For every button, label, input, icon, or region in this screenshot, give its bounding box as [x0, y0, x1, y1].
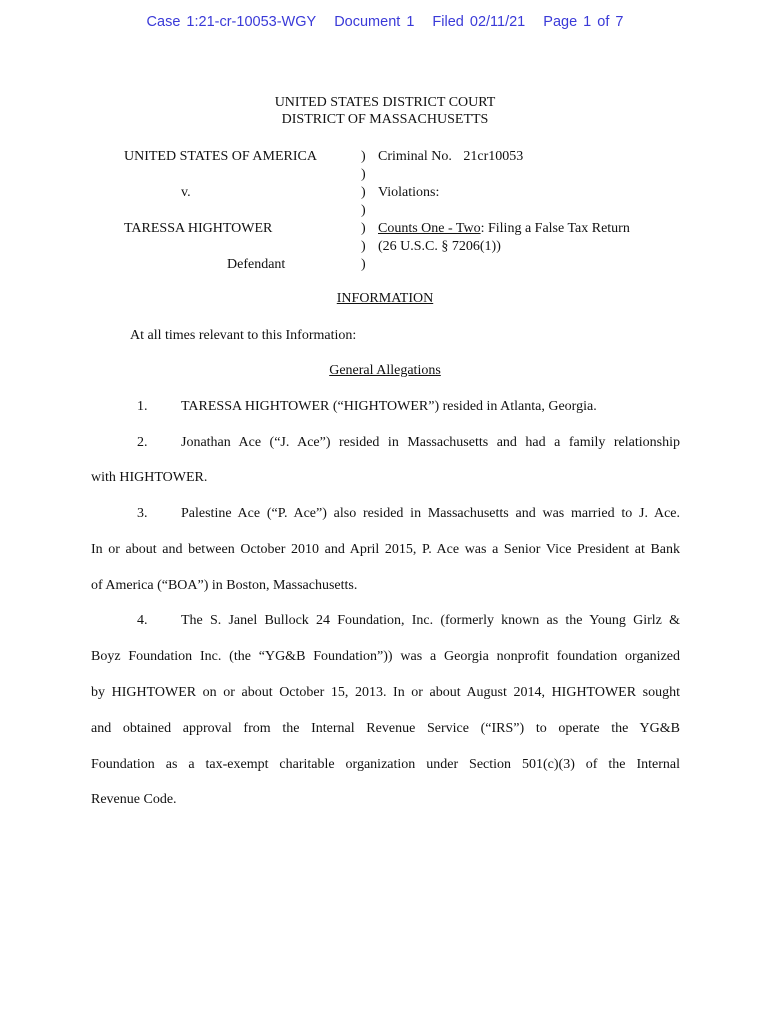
- paragraph-number: 4.: [137, 613, 148, 628]
- document-title-wrap: [0, 291, 770, 307]
- document-number: Document 1: [334, 14, 415, 30]
- filed-date: Filed 02/11/21: [432, 14, 526, 30]
- violations-label: Violations:: [378, 185, 440, 200]
- criminal-number-label: Criminal No.: [378, 149, 452, 164]
- counts-label: Counts One - Two: [378, 221, 481, 236]
- paragraph-line: Boyz Foundation Inc. (the “YG&B Foundation”)) was a Georgia nonprofit foundation organized: [91, 649, 680, 664]
- page-number: Page 1 of 7: [543, 14, 624, 30]
- court-name: UNITED STATES DISTRICT COURT: [274, 95, 496, 110]
- caption-defendant-label: Defendant: [227, 257, 286, 272]
- section-heading-wrap: [0, 363, 770, 379]
- paragraph-line: The S. Janel Bullock 24 Foundation, Inc. (formerly known as the Young Girlz &: [181, 613, 680, 628]
- paragraph-line: In or about and between October 2010 and April 2015, P. Ace was a Senior Vice President at Bank: [91, 542, 680, 557]
- paragraph-line: Palestine Ace (“P. Ace”) also resided in Massachusetts and was married to J. Ace.: [181, 506, 680, 521]
- caption-versus: v.: [181, 185, 191, 200]
- paragraph-line: of America (“BOA”) in Boston, Massachusetts.: [91, 578, 358, 593]
- paragraph-line: Jonathan Ace (“J. Ace”) resided in Massachusetts and had a family relationship: [181, 435, 680, 450]
- caption-paren: ): [361, 203, 366, 218]
- section-heading: General Allegations: [329, 363, 441, 378]
- caption-defendant-name: TARESSA HIGHTOWER: [124, 221, 273, 236]
- case-number: Case 1:21-cr-10053-WGY: [146, 14, 317, 30]
- intro-text: At all times relevant to this Information:: [130, 328, 357, 343]
- paragraph-line: Foundation as a tax-exempt charitable organization under Section 501(c)(3) of the Internal: [91, 757, 680, 772]
- caption-plaintiff: UNITED STATES OF AMERICA: [124, 149, 317, 164]
- criminal-number-line: [378, 148, 523, 165]
- caption-paren: ): [361, 149, 366, 164]
- paragraph-line: by HIGHTOWER on or about October 15, 2013. In or about August 2014, HIGHTOWER sought: [91, 685, 680, 700]
- case-header-stamp: [0, 14, 770, 30]
- paragraph-line: Revenue Code.: [91, 792, 177, 807]
- paragraph-number: 3.: [137, 506, 148, 521]
- caption-paren: ): [361, 185, 366, 200]
- paragraph-number: 2.: [137, 435, 148, 450]
- court-district: DISTRICT OF MASSACHUSETTS: [281, 112, 489, 127]
- paragraph-line: TARESSA HIGHTOWER (“HIGHTOWER”) resided in Atlanta, Georgia.: [181, 399, 597, 414]
- paragraph-line: with HIGHTOWER.: [91, 470, 208, 485]
- statute-citation: (26 U.S.C. § 7206(1)): [378, 239, 501, 254]
- paragraph-line: and obtained approval from the Internal Revenue Service (“IRS”) to operate the YG&B: [91, 721, 680, 736]
- paragraph-number: 1.: [137, 399, 148, 414]
- caption-paren: ): [361, 239, 366, 254]
- counts-line: [378, 220, 630, 237]
- caption-paren: ): [361, 257, 366, 272]
- criminal-number-value: 21cr10053: [463, 149, 524, 164]
- caption-paren: ): [361, 167, 366, 182]
- counts-description: : Filing a False Tax Return: [480, 221, 630, 236]
- court-title: [0, 94, 770, 128]
- document-title: INFORMATION: [336, 291, 434, 306]
- caption-paren: ): [361, 221, 366, 236]
